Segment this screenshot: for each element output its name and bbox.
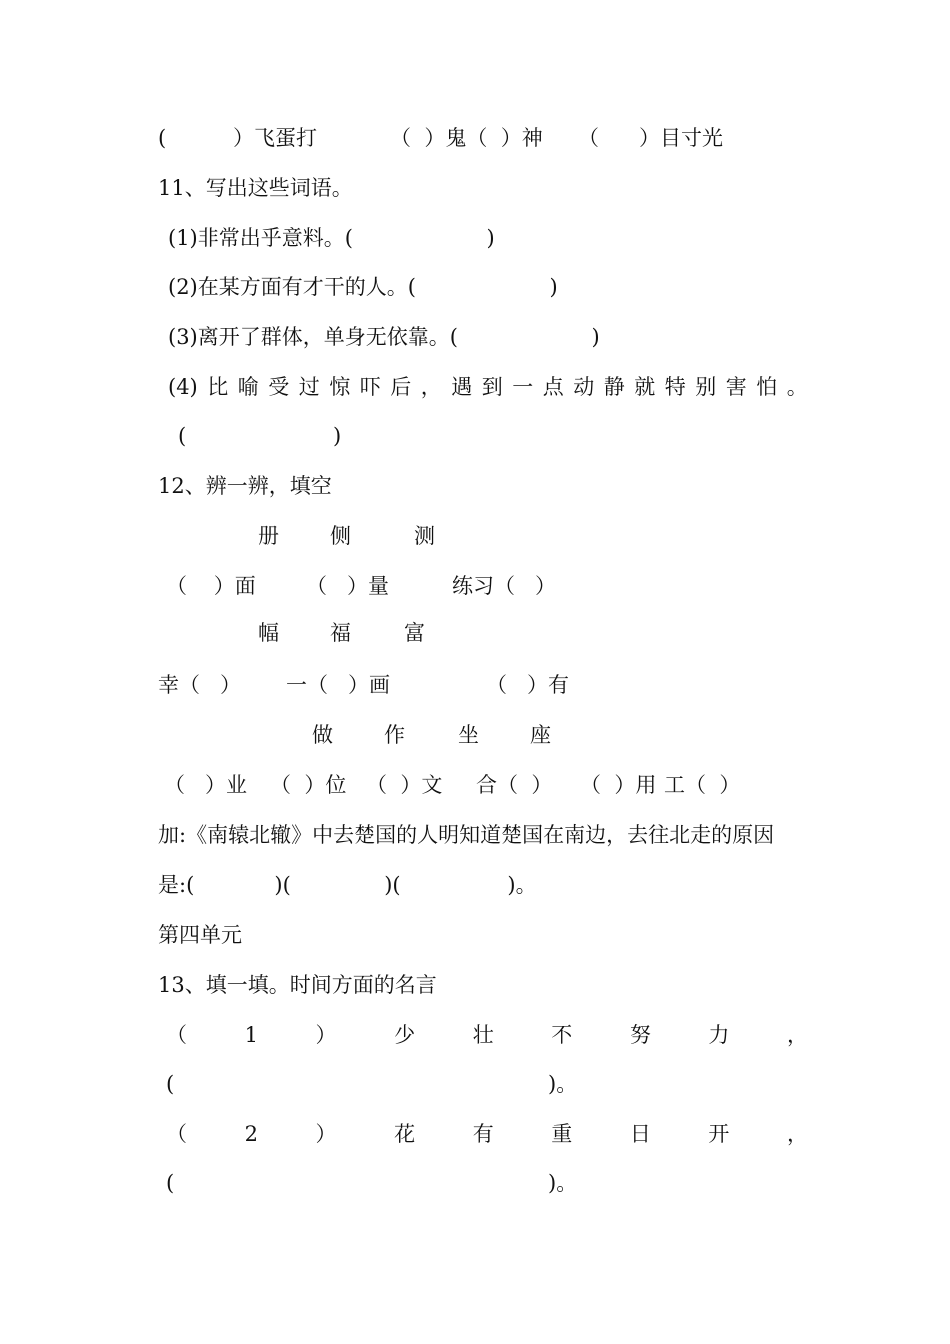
q12-blank-3e: （ ）用 bbox=[580, 773, 657, 797]
question-11-title: 11、写出这些词语。 bbox=[158, 176, 353, 200]
q13-item-1-char: 壮 bbox=[472, 1023, 494, 1047]
q11-item-4-char: 害 bbox=[725, 375, 747, 399]
q11-item-4-char: 怕 bbox=[756, 375, 778, 399]
q13-item-2-char: 花 bbox=[394, 1122, 416, 1146]
unit-4-heading: 第四单元 bbox=[158, 923, 242, 947]
q11-item-4-char: 过 bbox=[298, 375, 320, 399]
q11-item-1: (1)非常出乎意料。( ) bbox=[168, 226, 495, 250]
q11-item-4-char: 喻 bbox=[237, 375, 259, 399]
q11-item-4-char: 就 bbox=[634, 375, 656, 399]
q13-item-2-blank: ( )。 bbox=[166, 1171, 578, 1195]
q11-item-4-char: 点 bbox=[542, 375, 564, 399]
idiom-blank-2: （ ）鬼（ ）神 bbox=[390, 126, 543, 150]
q13-item-1-char: ， bbox=[787, 1023, 808, 1047]
q12-char-group-2-b: 福 bbox=[330, 621, 351, 645]
q13-item-2-char: 2 bbox=[244, 1122, 258, 1146]
q12-char-group-3-b: 作 bbox=[384, 723, 405, 747]
q12-blank-3b: （ ）位 bbox=[270, 773, 347, 797]
q12-blank-1b: （ ）量 bbox=[306, 574, 390, 598]
q13-item-2-char: ） bbox=[315, 1122, 337, 1146]
q13-item-2-char: 有 bbox=[472, 1122, 494, 1146]
q11-item-4-char: 惊 bbox=[329, 375, 351, 399]
q13-item-1-char: 少 bbox=[394, 1023, 416, 1047]
q12-char-group-2-a: 幅 bbox=[258, 621, 279, 645]
q12-blank-2a: 幸（ ） bbox=[158, 673, 242, 697]
q12-char-group-1-a: 册 bbox=[258, 524, 279, 548]
q13-item-1-char: 1 bbox=[244, 1023, 258, 1047]
q13-item-2-char: 日 bbox=[629, 1122, 651, 1146]
q11-item-4-char: 受 bbox=[268, 375, 290, 399]
q11-item-4-char: 一 bbox=[512, 375, 534, 399]
q13-item-2-char: 开 bbox=[708, 1122, 730, 1146]
q12-char-group-1-c: 测 bbox=[414, 524, 435, 548]
q13-item-1-char: 努 bbox=[629, 1023, 651, 1047]
q11-item-4-char: 到 bbox=[481, 375, 503, 399]
q12-blank-1a: （ ）面 bbox=[166, 574, 256, 598]
q12-char-group-3-d: 座 bbox=[530, 723, 551, 747]
q13-item-1-char: （ bbox=[166, 1023, 187, 1047]
q13-item-1-char: 力 bbox=[708, 1023, 730, 1047]
q11-item-4-char: 后 bbox=[390, 375, 412, 399]
q11-item-4-char: 别 bbox=[695, 375, 717, 399]
q13-item-1-char: ） bbox=[315, 1023, 337, 1047]
q11-item-2: (2)在某方面有才干的人。( ) bbox=[168, 275, 558, 299]
q11-item-4-char: 。 bbox=[786, 375, 808, 399]
q11-item-4-char: (4) bbox=[168, 375, 198, 399]
bonus-answer-blanks: 是:( )( )( )。 bbox=[158, 873, 537, 897]
q12-blank-3c: （ ）文 bbox=[366, 773, 443, 797]
q12-blank-1c: 练习（ ） bbox=[452, 574, 557, 598]
q13-item-1-char: 不 bbox=[551, 1023, 573, 1047]
idiom-blank-3: （ ）目寸光 bbox=[578, 126, 724, 150]
q11-item-4-char: 静 bbox=[603, 375, 625, 399]
q12-blank-3a: （ ）业 bbox=[164, 773, 248, 797]
q13-item-2-char: 重 bbox=[551, 1122, 573, 1146]
q12-char-group-2-c: 富 bbox=[404, 621, 425, 645]
q13-item-2-char: （ bbox=[166, 1122, 187, 1146]
q11-item-4-char: 吓 bbox=[359, 375, 381, 399]
q11-item-4-char: 动 bbox=[573, 375, 595, 399]
q13-item-2-char: ， bbox=[787, 1122, 808, 1146]
bonus-question: 加:《南辕北辙》中去楚国的人明知道楚国在南边，去往北走的原因 bbox=[158, 823, 775, 847]
q11-item-4-blank: ( ) bbox=[178, 424, 342, 448]
q12-char-group-3-c: 坐 bbox=[458, 723, 479, 747]
q11-item-4-char: ， bbox=[420, 375, 442, 399]
q13-item-1-blank: ( )。 bbox=[166, 1072, 578, 1096]
q11-item-4-char: 特 bbox=[664, 375, 686, 399]
q11-item-4-char: 比 bbox=[207, 375, 229, 399]
q11-item-4 bbox=[168, 373, 808, 401]
q12-blank-3d: 合（ ） bbox=[476, 773, 553, 797]
question-12-title: 12、辨一辨，填空 bbox=[158, 474, 332, 498]
q11-item-4-char: 遇 bbox=[451, 375, 473, 399]
q11-item-3: (3)离开了群体，单身无依靠。( ) bbox=[168, 325, 600, 349]
q12-blank-3f: 工（ ） bbox=[664, 773, 741, 797]
q12-blank-2b: 一（ ）画 bbox=[286, 673, 391, 697]
q13-item-1 bbox=[166, 1021, 808, 1049]
q13-item-2 bbox=[166, 1120, 808, 1148]
question-13-title: 13、填一填。时间方面的名言 bbox=[158, 973, 437, 997]
idiom-blank-1: ( ）飞蛋打 bbox=[158, 126, 317, 150]
q12-blank-2c: （ ）有 bbox=[486, 673, 570, 697]
q12-char-group-1-b: 侧 bbox=[330, 524, 351, 548]
q12-char-group-3-a: 做 bbox=[312, 723, 333, 747]
